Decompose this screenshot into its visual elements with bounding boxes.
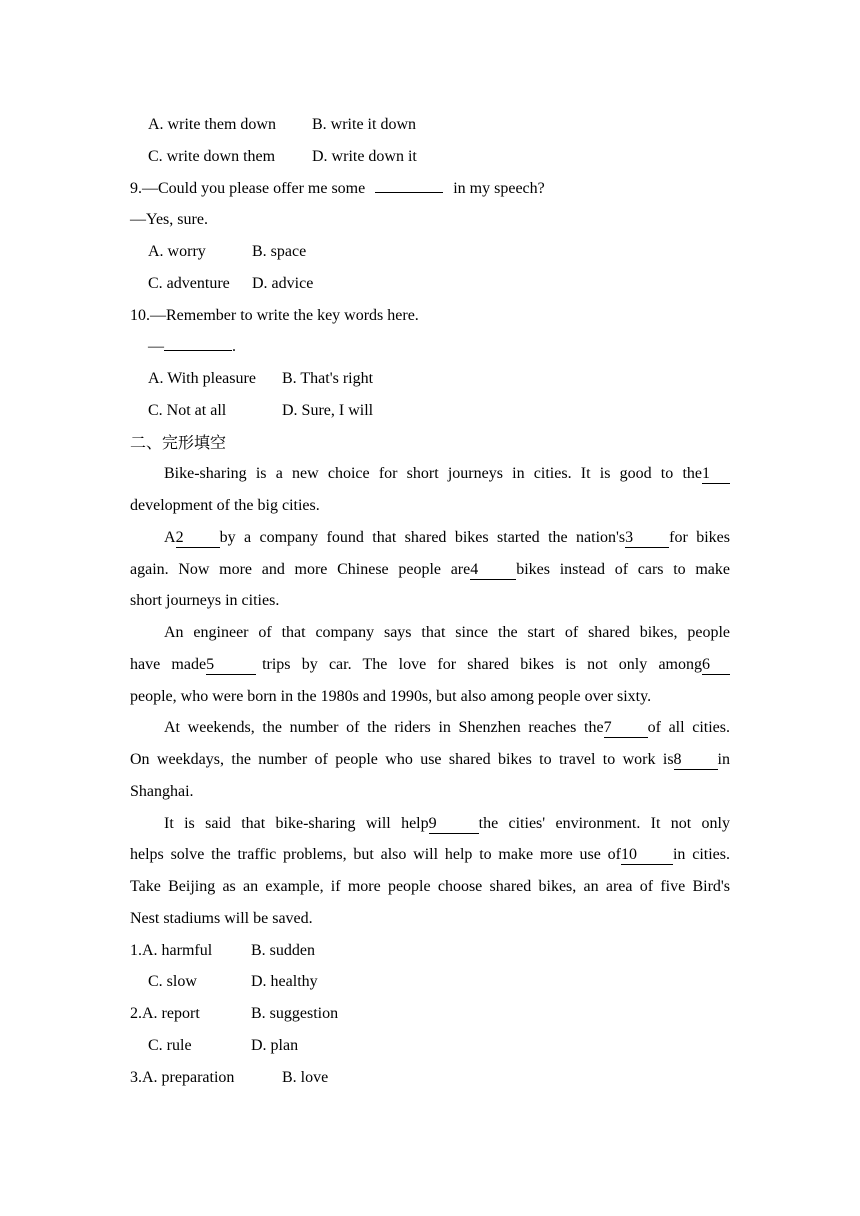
passage-text: in <box>717 751 730 768</box>
q10-option-d: D. Sure, I will <box>282 401 374 419</box>
q10-option-b: B. That's right <box>282 370 374 387</box>
q8-options-row-2 <box>130 141 730 173</box>
cloze-q2-option-b: B. suggestion <box>251 1005 339 1022</box>
blank-8: 8 <box>674 751 718 770</box>
cloze-q1-option-d: D. healthy <box>251 973 318 991</box>
cloze-q1-row-1 <box>130 935 730 967</box>
q9-reply: —Yes, sure. <box>130 211 208 229</box>
passage-text: have made <box>130 655 207 673</box>
passage-text: Bike-sharing is a new choice for short journeys in cities. It is good to the <box>164 465 702 483</box>
q8-option-b: B. write it down <box>312 116 416 133</box>
blank-7: 7 <box>604 719 648 738</box>
passage-text: the cities' environment. It not only <box>478 814 731 832</box>
passage-p3-line-1: An engineer of that company says that since the start of shared bikes, people <box>164 624 730 641</box>
q9-option-c: C. adventure <box>148 274 230 292</box>
q9-option-d: D. advice <box>252 274 314 292</box>
passage-p4-line-1 <box>130 712 730 744</box>
section-heading-cloze: 二、完形填空 <box>130 432 227 452</box>
passage-p1-line-1 <box>130 458 730 490</box>
q8-option-c: C. write down them <box>148 147 276 165</box>
q9-options-row-2 <box>130 268 730 300</box>
cloze-q2-row-1 <box>130 998 730 1030</box>
cloze-q3-row-1 <box>130 1062 730 1094</box>
passage-text: trips by car. The love for shared bikes is not only among <box>262 655 702 673</box>
q10-options-row-1 <box>130 363 730 395</box>
passage-text: by a company found that shared bikes started the nation's <box>219 528 626 546</box>
document-page <box>130 109 730 1093</box>
cloze-q2-option-d: D. plan <box>251 1036 299 1054</box>
q10-options-row-2 <box>130 395 730 427</box>
passage-p1-line-2: development of the big cities. <box>130 497 320 514</box>
passage-text: A <box>164 528 176 546</box>
passage-text: It is said that bike-sharing will help <box>164 814 429 832</box>
q10-option-c: C. Not at all <box>148 401 227 419</box>
passage-p2-line-1 <box>130 522 730 554</box>
passage-p2-line-2 <box>130 554 730 586</box>
passage-text: again. Now more and more Chinese people are <box>130 560 471 578</box>
passage-p5-line-2 <box>130 839 730 871</box>
q10-prompt: 10.—Remember to write the key words here. <box>130 306 419 324</box>
q9-prompt <box>130 173 730 205</box>
passage-p3-line-3: people, who were born in the 1980s and 1990s, but also among people over sixty. <box>130 687 652 705</box>
q9-option-b: B. space <box>252 243 307 260</box>
q10-reply-dash: — <box>148 338 164 356</box>
cloze-q1-row-2 <box>130 966 730 998</box>
cloze-q1-option-a: 1.A. harmful <box>130 941 213 959</box>
cloze-q1-option-b: B. sudden <box>251 941 315 959</box>
q10-reply <box>130 331 730 363</box>
q10-answer-blank <box>164 350 232 351</box>
blank-5: 5 <box>206 656 256 675</box>
blank-4: 4 <box>470 561 516 580</box>
q9-answer-blank <box>375 192 443 193</box>
blank-1: 1 <box>702 465 730 484</box>
q9-options-row-1 <box>130 236 730 268</box>
q9-option-a: A. worry <box>148 243 206 260</box>
blank-10: 10 <box>621 846 673 865</box>
q8-option-a: A. write them down <box>148 116 276 133</box>
q10-option-a: A. With pleasure <box>148 370 256 387</box>
blank-9: 9 <box>429 815 479 834</box>
passage-text: helps solve the traffic problems, but also will help to make more use of <box>130 846 621 864</box>
cloze-q3-option-b: B. love <box>282 1068 329 1086</box>
passage-p4-line-2 <box>130 744 730 776</box>
q8-option-d: D. write down it <box>312 147 417 165</box>
cloze-q3-option-a: 3.A. preparation <box>130 1068 235 1086</box>
passage-p2-line-3: short journeys in cities. <box>130 592 280 610</box>
cloze-q2-row-2 <box>130 1030 730 1062</box>
q8-options-row-1 <box>130 109 730 141</box>
passage-text: in cities. <box>672 846 730 864</box>
q9-prompt-end: in my speech? <box>453 179 545 197</box>
cloze-q2-option-c: C. rule <box>148 1036 192 1054</box>
passage-text: At weekends, the number of the riders in Shenzhen reaches the <box>164 719 604 737</box>
passage-p4-line-3: Shanghai. <box>130 782 194 800</box>
cloze-q1-option-c: C. slow <box>148 973 197 991</box>
passage-text: bikes instead of cars to make <box>516 560 730 578</box>
q10-reply-period: . <box>232 338 236 356</box>
cloze-q2-option-a: 2.A. report <box>130 1005 200 1022</box>
blank-3: 3 <box>625 529 669 548</box>
blank-2: 2 <box>176 529 220 548</box>
passage-text: for bikes <box>669 528 730 546</box>
passage-text: of all cities. <box>647 719 731 737</box>
passage-p3-line-2 <box>130 649 730 681</box>
q9-prompt-start: 9.—Could you please offer me some <box>130 179 366 197</box>
passage-text: On weekdays, the number of people who use shared bikes to travel to work is <box>130 751 674 768</box>
blank-6: 6 <box>702 656 730 675</box>
passage-p5-line-3: Take Beijing as an example, if more people choose shared bikes, an area of five Bird's <box>130 878 730 895</box>
passage-p5-line-4: Nest stadiums will be saved. <box>130 909 313 927</box>
passage-p5-line-1 <box>130 808 730 840</box>
